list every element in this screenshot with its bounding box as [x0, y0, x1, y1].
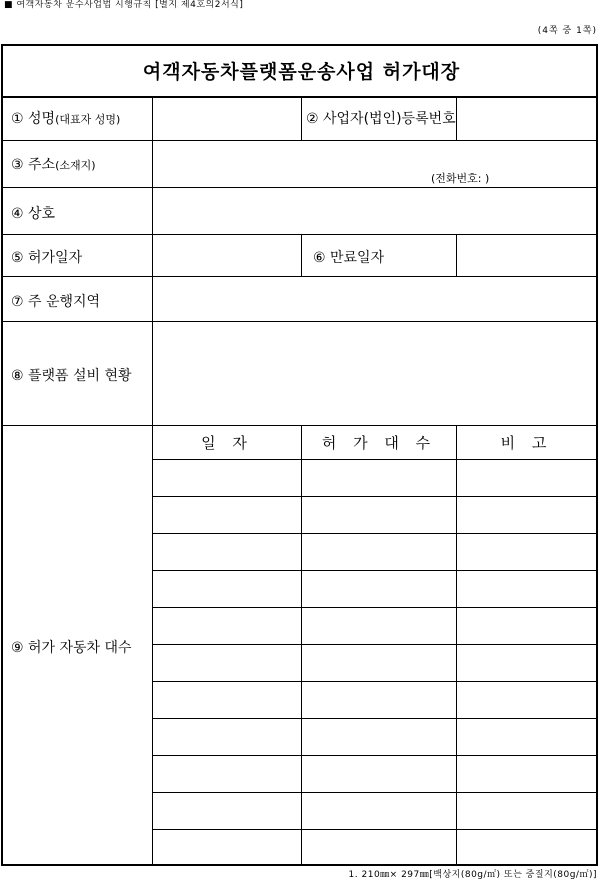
expiry-date-field[interactable] — [457, 235, 596, 276]
platform-status-label: ⑧ 플랫폼 설비 현황 — [11, 368, 132, 384]
name-field[interactable] — [153, 98, 301, 140]
permit-date-field[interactable] — [153, 235, 301, 276]
operation-area-label: ⑦ 주 운행지역 — [11, 294, 101, 310]
platform-status-field[interactable] — [153, 322, 596, 425]
reg-no-label: ② 사업자(법인)등록번호 — [306, 111, 456, 127]
address-field[interactable] — [153, 141, 596, 187]
address-label: ③ 주소(소재지) — [11, 157, 96, 173]
name-label: ① 성명(대표자 성명) — [11, 111, 121, 127]
column-header-date: 일 자 — [201, 434, 253, 452]
reg-no-field[interactable] — [457, 98, 596, 140]
trade-name-label: ④ 상호 — [11, 206, 56, 222]
page-count: (4쪽 중 1쪽) — [537, 26, 597, 36]
trade-name-field[interactable] — [153, 188, 596, 234]
paper-spec-note: 1. 210㎜× 297㎜[백상지(80g/㎡) 또는 중질지(80g/㎡)] — [348, 870, 597, 880]
phone-label: (전화번호: ) — [431, 172, 490, 185]
operation-area-field[interactable] — [153, 277, 596, 321]
column-header-remarks: 비 고 — [500, 434, 553, 452]
vehicle-count-label: ⑨ 허가 자동차 대수 — [11, 640, 132, 656]
column-header-permit-count: 허 가 대 수 — [321, 434, 437, 452]
form-reference-note: ■ 여객자동차 운수사업법 시행규칙 [별지 제4호의2서식] — [4, 0, 244, 10]
registry-form — [1, 44, 598, 866]
form-title: 여객자동차플랫폼운송사업 허가대장 — [142, 61, 461, 83]
expiry-date-label: ⑥ 만료일자 — [313, 250, 385, 266]
permit-date-label: ⑤ 허가일자 — [11, 250, 83, 266]
